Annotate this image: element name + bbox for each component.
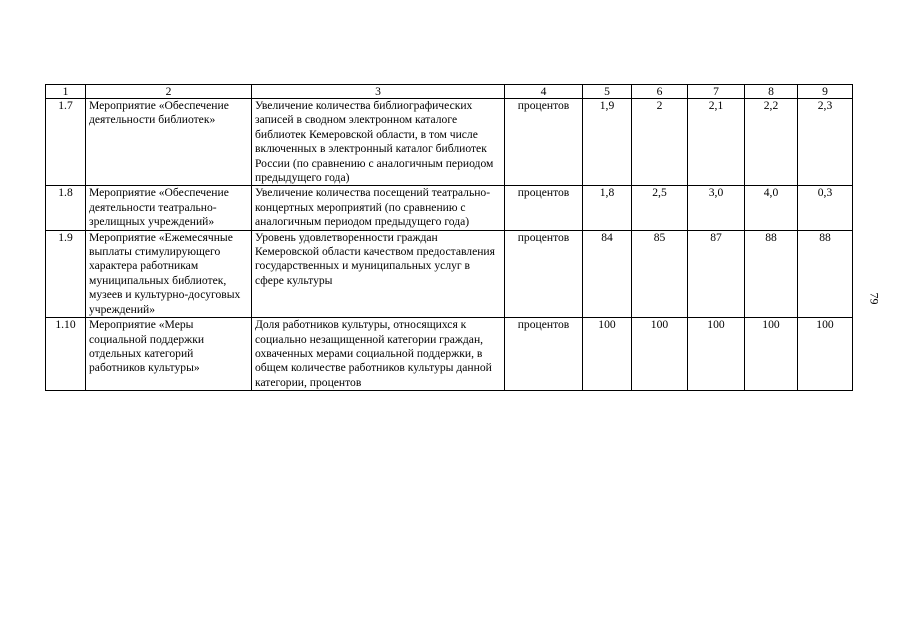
value-cell-8: 100 xyxy=(745,318,798,391)
col-header-6: 6 xyxy=(632,85,688,99)
row-number: 1.7 xyxy=(46,99,86,186)
table-row xyxy=(46,99,853,186)
unit-cell: процентов xyxy=(505,318,583,391)
indicator-cell: Увеличение количества посещений театрально-концертных мероприятий (по сравнению с аналогичным периодом предыдущего года) xyxy=(252,186,505,230)
value-cell-9: 100 xyxy=(798,318,853,391)
col-header-4: 4 xyxy=(505,85,583,99)
value-cell-5: 1,8 xyxy=(583,186,632,230)
event-cell: Мероприятие «Обеспечение деятельности театрально-зрелищных учреждений» xyxy=(86,186,252,230)
value-cell-6: 2 xyxy=(632,99,688,186)
row-number: 1.9 xyxy=(46,230,86,317)
value-cell-8: 88 xyxy=(745,230,798,317)
value-cell-9: 0,3 xyxy=(798,186,853,230)
header-row xyxy=(46,85,853,99)
table-row xyxy=(46,318,853,391)
value-cell-7: 87 xyxy=(688,230,745,317)
value-cell-5: 100 xyxy=(583,318,632,391)
col-header-5: 5 xyxy=(583,85,632,99)
col-header-9: 9 xyxy=(798,85,853,99)
value-cell-7: 2,1 xyxy=(688,99,745,186)
unit-cell: процентов xyxy=(505,230,583,317)
value-cell-6: 100 xyxy=(632,318,688,391)
indicators-table xyxy=(45,84,853,391)
value-cell-5: 1,9 xyxy=(583,99,632,186)
col-header-2: 2 xyxy=(86,85,252,99)
row-number: 1.10 xyxy=(46,318,86,391)
table-row xyxy=(46,230,853,317)
page-number: 79 xyxy=(867,292,882,305)
indicator-cell: Уровень удовлетворенности граждан Кемеровской области качеством предоставления государственных и муниципальных услуг в сфере культуры xyxy=(252,230,505,317)
col-header-1: 1 xyxy=(46,85,86,99)
value-cell-6: 85 xyxy=(632,230,688,317)
value-cell-7: 3,0 xyxy=(688,186,745,230)
table-row xyxy=(46,186,853,230)
unit-cell: процентов xyxy=(505,186,583,230)
col-header-7: 7 xyxy=(688,85,745,99)
indicator-cell: Доля работников культуры, относящихся к социально незащищенной категории граждан, охваченных мерами социальной поддержки, в общем количестве работников культуры данной категории, процентов xyxy=(252,318,505,391)
event-cell: Мероприятие «Обеспечение деятельности библиотек» xyxy=(86,99,252,186)
col-header-3: 3 xyxy=(252,85,505,99)
value-cell-9: 88 xyxy=(798,230,853,317)
event-cell: Мероприятие «Меры социальной поддержки отдельных категорий работников культуры» xyxy=(86,318,252,391)
value-cell-6: 2,5 xyxy=(632,186,688,230)
value-cell-5: 84 xyxy=(583,230,632,317)
unit-cell: процентов xyxy=(505,99,583,186)
value-cell-9: 2,3 xyxy=(798,99,853,186)
value-cell-8: 2,2 xyxy=(745,99,798,186)
event-cell: Мероприятие «Ежемесячные выплаты стимулирующего характера работникам муниципальных библиотек, музеев и культурно-досуговых учреждений» xyxy=(86,230,252,317)
value-cell-7: 100 xyxy=(688,318,745,391)
row-number: 1.8 xyxy=(46,186,86,230)
value-cell-8: 4,0 xyxy=(745,186,798,230)
col-header-8: 8 xyxy=(745,85,798,99)
indicator-cell: Увеличение количества библиографических записей в сводном электронном каталоге библиотек Кемеровской области, в том числе включенных в электронный каталог библиотек России (по сравнению с аналогичным периодом предыдущего года) xyxy=(252,99,505,186)
